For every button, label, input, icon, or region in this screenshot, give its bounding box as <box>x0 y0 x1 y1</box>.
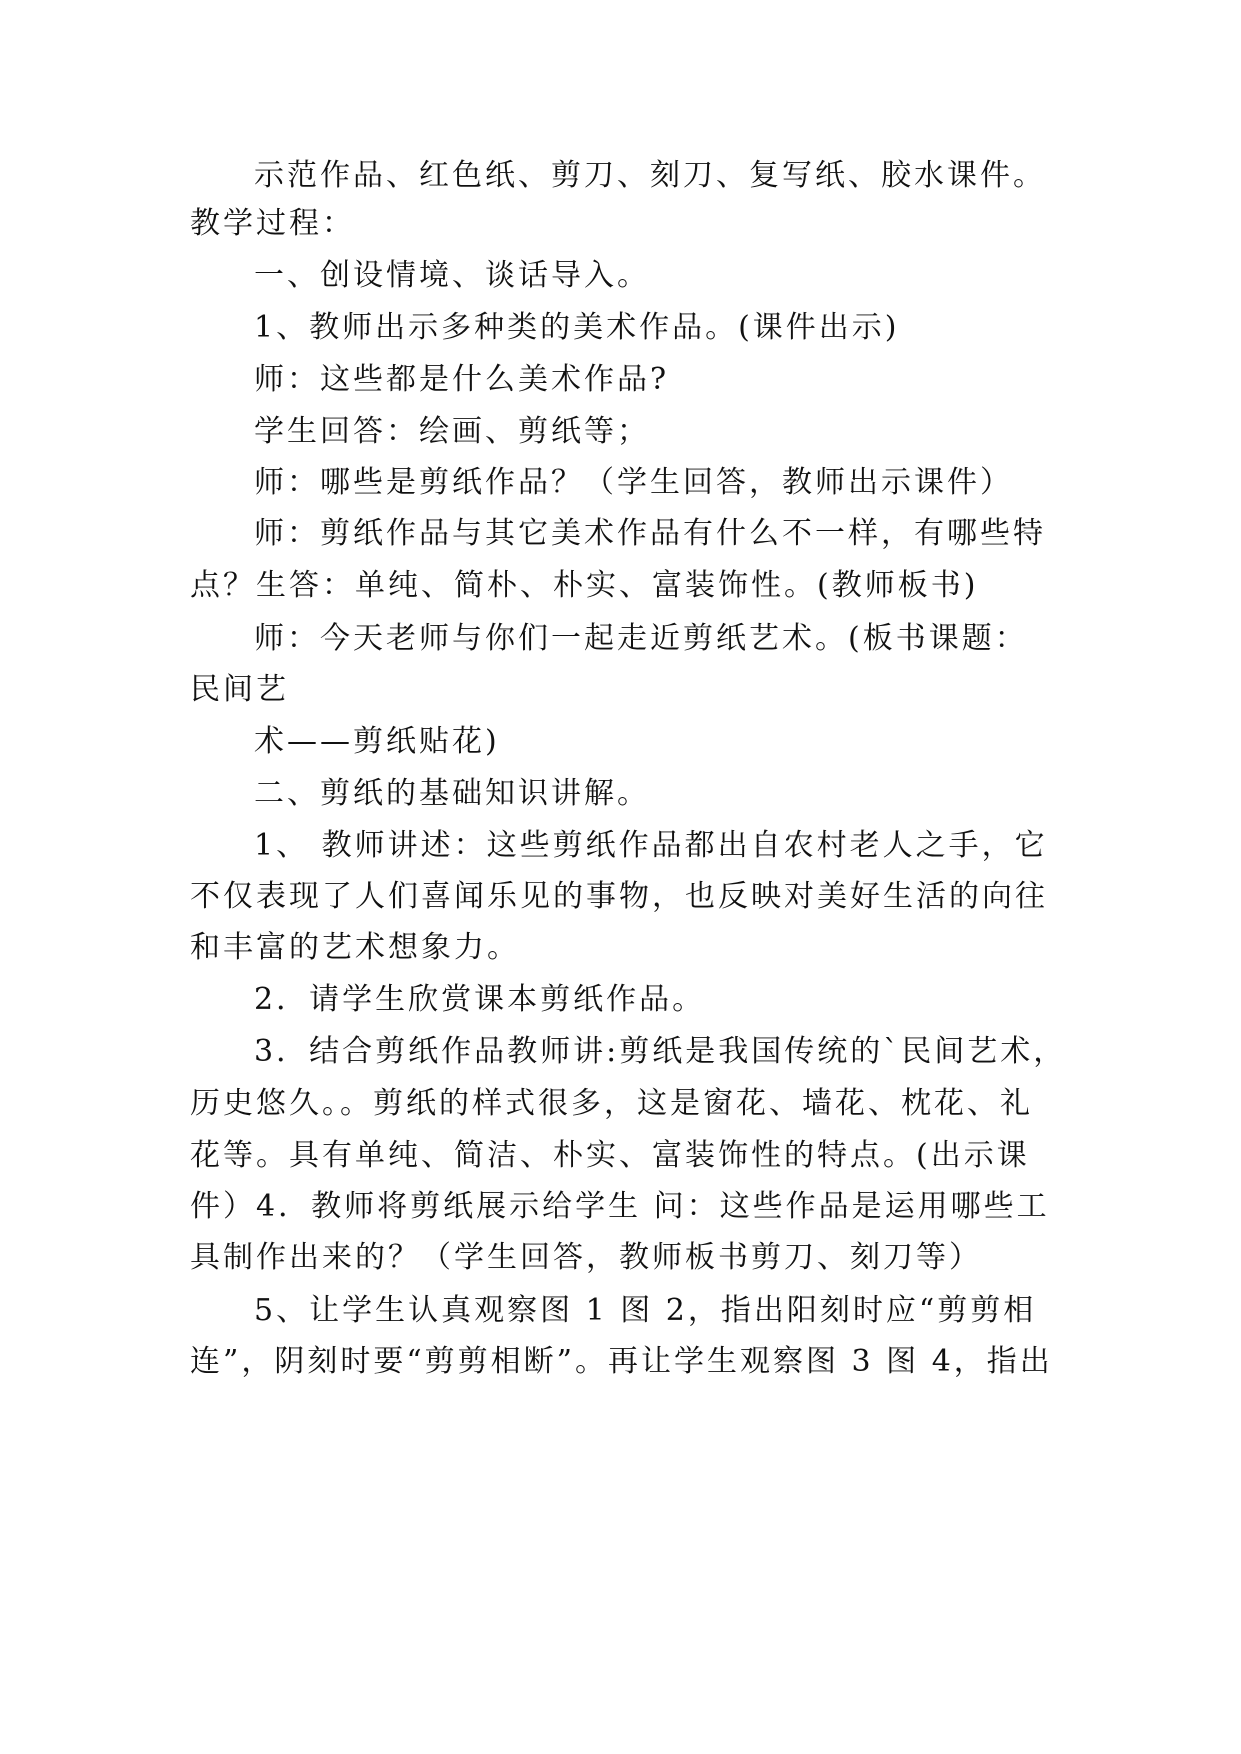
text-line: 点？生答：单纯、简朴、朴实、富装饰性。(教师板书) <box>190 568 979 603</box>
text-line: 连”，阴刻时要“剪剪相断”。再让学生观察图 3 图 4，指出 <box>190 1344 1053 1379</box>
text-line: 和丰富的艺术想象力。 <box>190 930 520 965</box>
text-line: 花等。具有单纯、简洁、朴实、富装饰性的特点。(出示课 <box>190 1138 1030 1173</box>
text-line: 师：今天老师与你们一起走近剪纸艺术。(板书课题： <box>254 621 1028 656</box>
text-line: 二、剪纸的基础知识讲解。 <box>254 776 650 811</box>
text-line: 1、教师出示多种类的美术作品。(课件出示) <box>254 310 900 345</box>
text-line: 教学过程： <box>190 206 355 241</box>
text-line: 师：这些都是什么美术作品? <box>254 362 670 397</box>
text-line: 不仅表现了人们喜闻乐见的事物，也反映对美好生活的向往 <box>190 879 1048 914</box>
text-line: 历史悠久。。剪纸的样式很多，这是窗花、墙花、枕花、礼 <box>190 1086 1033 1121</box>
text-line: 一、创设情境、谈话导入。 <box>254 258 650 293</box>
text-line: 师：哪些是剪纸作品？（学生回答，教师出示课件） <box>254 465 1013 500</box>
text-line: 示范作品、红色纸、剪刀、刻刀、复写纸、胶水课件。 <box>254 158 1046 193</box>
text-line: 术——剪纸贴花) <box>254 724 500 759</box>
text-line: 具制作出来的？（学生回答，教师板书剪刀、刻刀等） <box>190 1240 982 1275</box>
text-line: 3．结合剪纸作品教师讲:剪纸是我国传统的`民间艺术， <box>254 1034 1067 1069</box>
text-line: 2．请学生欣赏课本剪纸作品。 <box>254 982 706 1017</box>
text-line: 件）4．教师将剪纸展示给学生 问：这些作品是运用哪些工 <box>190 1189 1050 1224</box>
text-line: 民间艺 <box>190 672 289 707</box>
text-line: 学生回答：绘画、剪纸等； <box>254 414 650 449</box>
text-line: 师：剪纸作品与其它美术作品有什么不一样，有哪些特 <box>254 516 1046 551</box>
text-line: 1、 教师讲述：这些剪纸作品都出自农村老人之手，它 <box>254 828 1048 863</box>
text-line: 5、让学生认真观察图 1 图 2，指出阳刻时应“剪剪相 <box>254 1293 1037 1328</box>
